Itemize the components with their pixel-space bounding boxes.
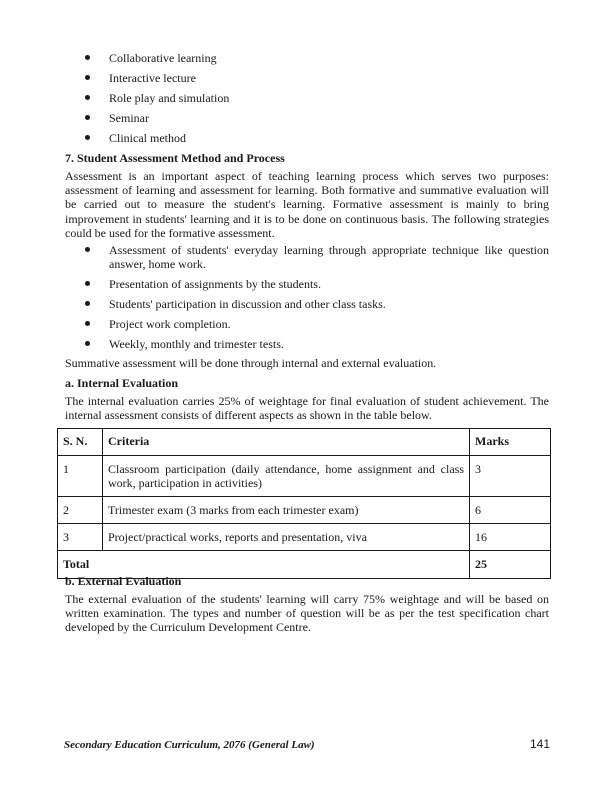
list-item-text: Presentation of assignments by the students. <box>109 277 321 291</box>
page-number: 141 <box>530 737 551 751</box>
list-item-text: Students' participation in discussion and other class tasks. <box>109 297 386 311</box>
bullet-icon <box>85 281 90 286</box>
list-item-text: Interactive lecture <box>109 71 196 85</box>
list-item <box>85 317 549 331</box>
bullet-icon <box>85 301 90 306</box>
list-item-text: Collaborative learning <box>109 51 217 65</box>
cell-sn: 2 <box>58 497 103 524</box>
total-value: 25 <box>470 551 551 579</box>
bullet-icon <box>85 321 90 326</box>
section-intro-paragraph: Assessment is an important aspect of teaching learning process which serves two purposes: assessment of learning and assessment for learning. Both formative and summative evaluation will be carried out to measure the student's learning. Formative assessment is mainly to bring improvement in students' learning and it is to be done on continuous basis. The following strategies could be used for the formative assessment. <box>65 169 549 240</box>
list-item <box>85 297 549 311</box>
table-row <box>58 497 551 524</box>
list-item-text: Project work completion. <box>109 317 231 331</box>
section-heading: 7. Student Assessment Method and Process <box>65 151 285 165</box>
list-item <box>85 337 549 351</box>
cell-criteria: Project/practical works, reports and presentation, viva <box>103 524 470 551</box>
total-label: Total <box>58 551 470 579</box>
bullet-icon <box>85 75 90 80</box>
cell-sn: 3 <box>58 524 103 551</box>
internal-evaluation-table <box>57 428 551 579</box>
column-header-sn: S. N. <box>58 429 103 456</box>
bullet-icon <box>85 55 90 60</box>
list-item <box>85 277 549 291</box>
bullet-icon <box>85 135 90 140</box>
table-row <box>58 456 551 497</box>
bullet-icon <box>85 95 90 100</box>
column-header-marks: Marks <box>470 429 551 456</box>
column-header-criteria: Criteria <box>103 429 470 456</box>
cell-marks: 6 <box>470 497 551 524</box>
bullet-icon <box>85 247 90 252</box>
table-row <box>58 524 551 551</box>
footer-title: Secondary Education Curriculum, 2076 (General Law) <box>64 739 315 751</box>
cell-marks: 16 <box>470 524 551 551</box>
list-item-text: Clinical method <box>109 131 186 145</box>
subsection-heading: b. External Evaluation <box>65 574 182 588</box>
subsection-heading: a. Internal Evaluation <box>65 376 179 390</box>
list-item-text: Weekly, monthly and trimester tests. <box>109 337 284 351</box>
list-item-text: Role play and simulation <box>109 91 230 105</box>
table-header-row <box>58 429 551 456</box>
cell-sn: 1 <box>58 456 103 497</box>
bullet-icon <box>85 341 90 346</box>
summative-text: Summative assessment will be done through internal and external evaluation. <box>65 356 437 370</box>
list-item <box>85 243 549 271</box>
bullet-icon <box>85 115 90 120</box>
list-item-text: Seminar <box>109 111 149 125</box>
external-paragraph: The external evaluation of the students' learning will carry 75% weightage and will be based on written examination. The types and number of question will be as per the test specification chart developed by the Curriculum Development Centre. <box>65 592 549 635</box>
cell-criteria: Trimester exam (3 marks from each trimester exam) <box>103 497 470 524</box>
list-item-text: Assessment of students' everyday learning through appropriate technique like question answer, home work. <box>109 243 549 272</box>
cell-criteria: Classroom participation (daily attendance, home assignment and class work, participation in activities) <box>103 456 470 497</box>
cell-marks: 3 <box>470 456 551 497</box>
internal-paragraph: The internal evaluation carries 25% of weightage for final evaluation of student achievement. The internal assessment consists of different aspects as shown in the table below. <box>65 394 549 423</box>
